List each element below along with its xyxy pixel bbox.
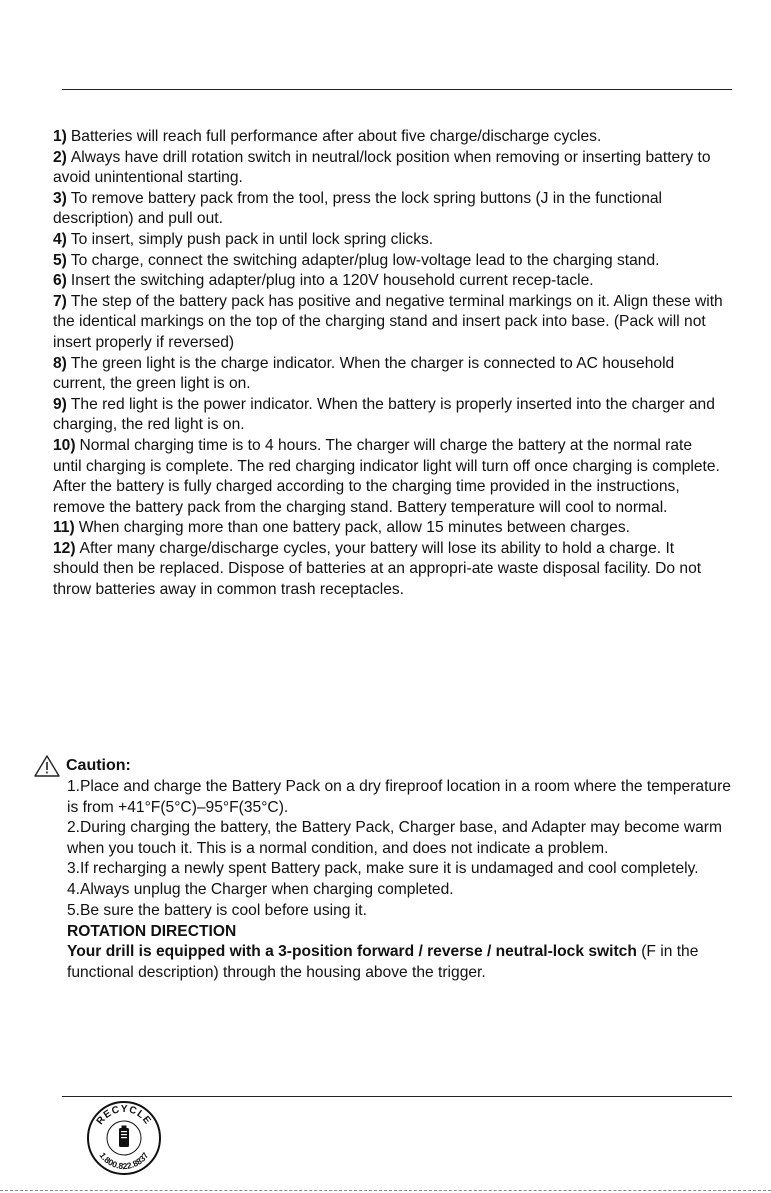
bottom-divider (62, 1096, 732, 1097)
instruction-step (53, 518, 723, 539)
rotation-direction-text (67, 942, 734, 983)
step-number: 8) (53, 354, 67, 372)
step-text: The step of the battery pack has positive and negative terminal markings on it. Align these with the identical markings on the top of the charging stand and insert pack into base. (Pack will not insert properly if reversed) (53, 292, 723, 351)
step-number: 1) (53, 128, 67, 145)
top-divider (62, 89, 732, 90)
recycle-label: RECYCLE (94, 1103, 154, 1128)
caution-item: 5.Be sure the battery is cool before using it. (67, 901, 367, 919)
step-text: To remove battery pack from the tool, press the lock spring buttons (J in the functional description) and pull out. (53, 189, 662, 228)
page-edge-dashed-line (0, 1190, 771, 1191)
caution-list (67, 777, 734, 983)
caution-item: 1.Place and charge the Battery Pack on a dry fireproof location in a room where the temperature is from +41°F(5°C)–95°F(35°C). (67, 778, 731, 816)
caution-item: 3.If recharging a newly spent Battery pack, make sure it is undamaged and cool completely. (67, 860, 699, 878)
step-text: Normal charging time is to 4 hours. The charger will charge the battery at the normal rate until charging is complete. The red charging indicator light will turn off once charging is complete. After the battery is fully charged according to the charging time provided in the instructions, remove the battery pack from the charging stand. Battery temperature will cool to normal. (53, 436, 720, 516)
step-number: 11) (53, 519, 75, 537)
step-number: 7) (53, 292, 67, 310)
step-number: 4) (53, 230, 67, 248)
caution-section (34, 755, 734, 983)
warning-triangle-icon (34, 755, 60, 777)
rotation-plain-text: (F in the functional description) through the housing above the trigger. (67, 943, 699, 981)
instruction-step (53, 251, 723, 272)
instruction-step (53, 148, 723, 189)
step-number: 5) (53, 251, 67, 269)
instruction-step (53, 189, 723, 230)
step-text: To insert, simply push pack in until lock spring clicks. (70, 230, 434, 248)
caution-header (34, 755, 734, 777)
step-text: The green light is the charge indicator. When the charger is connected to AC household current, the green light is on. (53, 354, 675, 393)
step-text: After many charge/discharge cycles, your battery will lose its ability to hold a charge. It should then be replaced. Dispose of batteries at an appropri-ate waste disposal facility. Do not throw batteries away in common trash receptacles. (53, 539, 702, 599)
step-text: Insert the switching adapter/plug into a 120V household current recep-tacle. (70, 272, 594, 290)
instruction-step (53, 271, 723, 292)
step-text: The red light is the power indicator. When the battery is properly inserted into the charger and charging, the red light is on. (53, 395, 715, 434)
step-number: 6) (53, 272, 67, 290)
step-number: 9) (53, 395, 67, 413)
instruction-step (53, 127, 723, 148)
caution-title: Caution: (66, 757, 131, 774)
recycle-logo (86, 1100, 162, 1176)
caution-item: 4.Always unplug the Charger when charging completed. (67, 880, 454, 898)
step-text: Always have drill rotation switch in neutral/lock position when removing or inserting battery to avoid unintentional starting. (53, 148, 711, 187)
step-number: 10) (53, 436, 76, 454)
step-number: 3) (53, 189, 67, 207)
instruction-step (53, 395, 723, 436)
caution-item: 2.During charging the battery, the Battery Pack, Charger base, and Adapter may become warm when you touch it. This is a normal condition, and does not indicate a problem. (67, 819, 722, 857)
step-text: To charge, connect the switching adapter/plug low-voltage lead to the charging stand. (70, 251, 660, 269)
instruction-step (53, 230, 723, 251)
step-text: When charging more than one battery pack, allow 15 minutes between charges. (78, 519, 630, 537)
rotation-bold-text: Your drill is equipped with a 3-position forward / reverse / neutral-lock switch (67, 943, 637, 961)
rotation-direction-heading: ROTATION DIRECTION (67, 923, 237, 941)
step-text: Batteries will reach full performance after about five charge/discharge cycles. (70, 128, 602, 145)
instruction-step (53, 539, 723, 601)
instruction-list (53, 127, 723, 601)
recycle-phone: 1.800.822.8837 (97, 1150, 151, 1172)
instruction-step (53, 436, 723, 518)
instruction-step (53, 292, 723, 354)
step-number: 2) (53, 148, 67, 166)
battery-icon (119, 1126, 129, 1148)
step-number: 12) (53, 539, 76, 557)
instruction-step (53, 354, 723, 395)
